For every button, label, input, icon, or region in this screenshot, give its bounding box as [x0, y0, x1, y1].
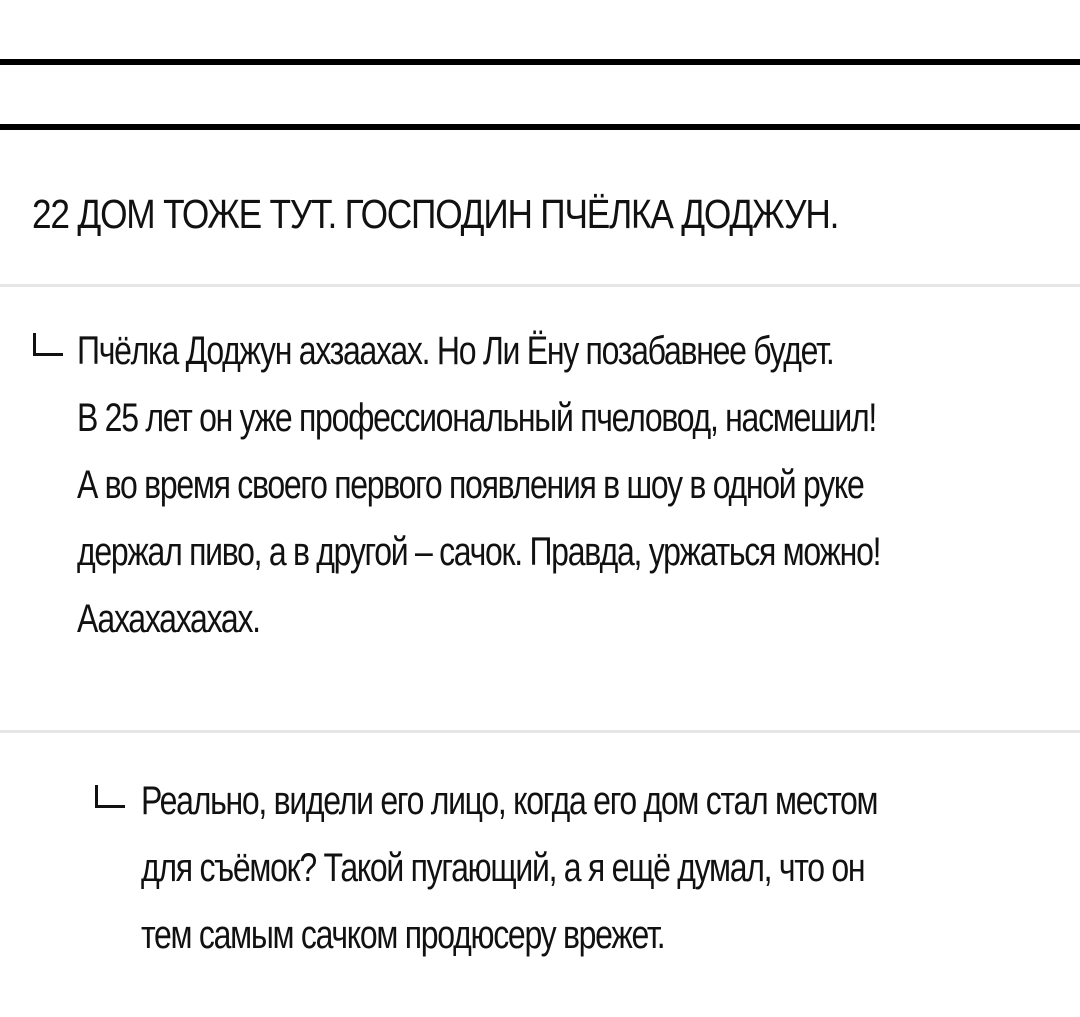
reply-line: Реально, видели его лицо, когда его дом стал местом — [141, 779, 878, 823]
reply-corner-icon — [95, 785, 125, 808]
comment-divider — [0, 730, 1080, 733]
reply-line: тем самым сачком продюсеру врежет. — [141, 913, 665, 957]
comment-line: держал пиво, а в другой – сачок. Правда, уржаться можно! — [77, 530, 881, 574]
post-title: 22 ДОМ ТОЖЕ ТУТ. ГОСПОДИН ПЧЁЛКА ДОДЖУН. — [32, 191, 839, 237]
reply-corner-icon — [33, 333, 63, 356]
comment-line: Пчёлка Доджун ахзаахах. Но Ли Ёну позабавнее будет. — [77, 329, 834, 373]
reply-line: для съёмок? Такой пугающий, а я ещё думал, что он — [141, 846, 865, 890]
comment-divider — [0, 284, 1080, 287]
header-border-line — [0, 124, 1080, 130]
comment-line: А во время своего первого появления в шоу в одной руке — [77, 463, 864, 507]
comment-text — [77, 318, 1021, 653]
reply-text — [141, 768, 1021, 969]
comment-line: В 25 лет он уже профессиональный пчеловод, насмешил! — [77, 396, 877, 440]
top-border-line — [0, 59, 1080, 65]
comment-line: Аахахахахах. — [77, 597, 260, 641]
